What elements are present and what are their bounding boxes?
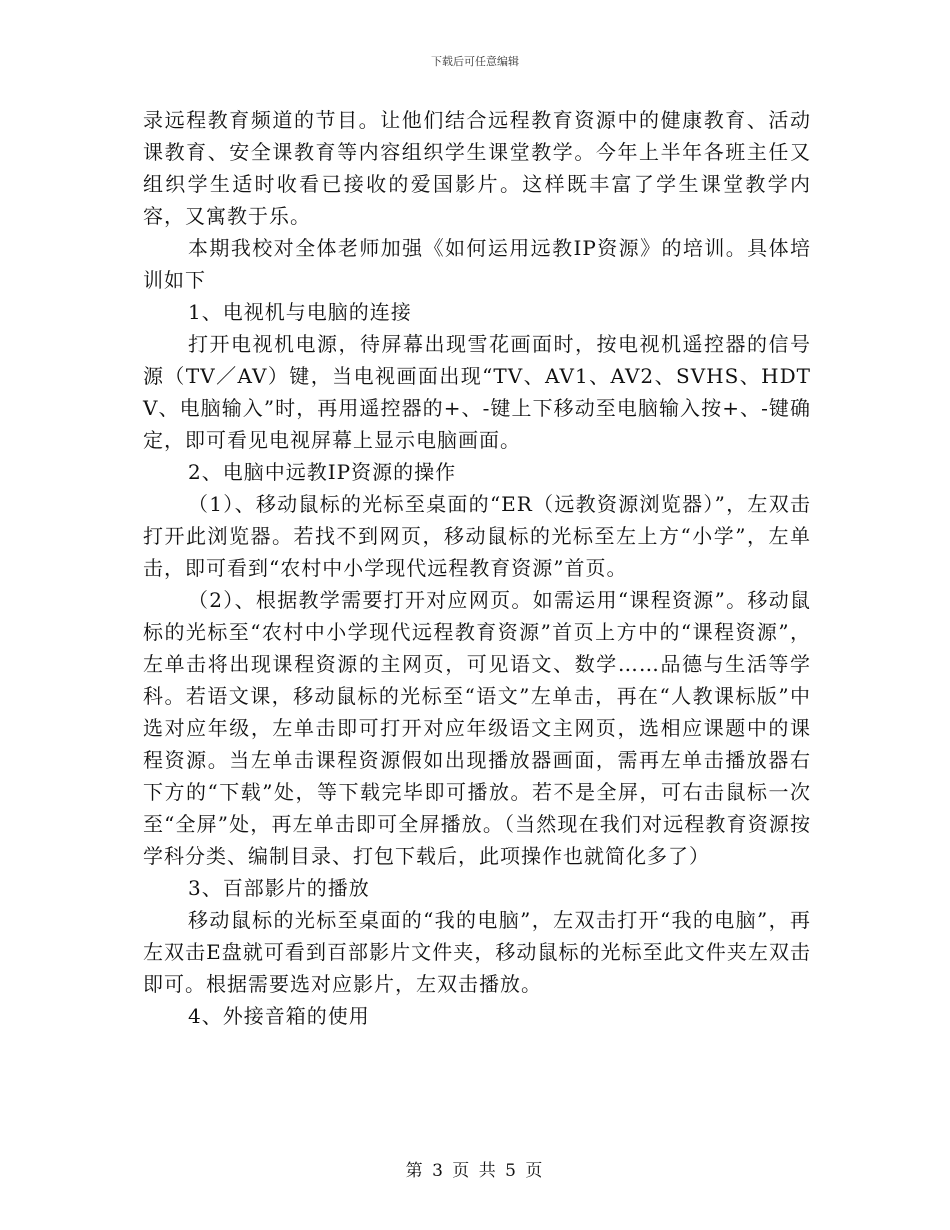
section-heading-speakers: 4、外接音箱的使用 bbox=[188, 1004, 370, 1028]
section-heading-movies: 3、百部影片的播放 bbox=[188, 876, 370, 900]
document-body bbox=[143, 104, 811, 1032]
paragraph-movies: 移动鼠标的光标至桌面的“我的电脑”，左双击打开“我的电脑”，再左双击E盘就可看到百部影片文件夹，移动鼠标的光标至此文件夹左双击即可。根据需要选对应影片，左双击播放。 bbox=[143, 908, 811, 996]
paragraph-continuation: 录远程教育频道的节目。让他们结合远程教育资源中的健康教育、活动课教育、安全课教育等内容组织学生课堂教学。今年上半年各班主任又组织学生适时收看已接收的爱国影片。这样既丰富了学生课堂教学内容，又寓教于乐。 bbox=[143, 108, 811, 228]
section-heading-ip-resource: 2、电脑中远教IP资源的操作 bbox=[188, 460, 457, 484]
paragraph-training-intro: 本期我校对全体老师加强《如何运用远教IP资源》的培训。具体培训如下 bbox=[143, 236, 811, 292]
paragraph-step-2: （2）、根据教学需要打开对应网页。如需运用“课程资源”。移动鼠标的光标至“农村中小学现代远程教育资源”首页上方中的“课程资源”，左单击将出现课程资源的主网页，可见语文、数学……品德与生活等学科。若语文课，移动鼠标的光标至“语文”左单击，再在“人教课标版”中选对应年级，左单击即可打开对应年级语文主网页，选相应课题中的课程资源。当左单击课程资源假如出现播放器画面，需再左单击播放器右下方的“下载”处，等下载完毕即可播放。若不是全屏，可右击鼠标一次至“全屏”处，再左单击即可全屏播放。（当然现在我们对远程教育资源按学科分类、编制目录、打包下载后，此项操作也就简化多了） bbox=[143, 588, 811, 868]
paragraph-step-1: （1）、移动鼠标的光标至桌面的“ER（远教资源浏览器）”，左双击打开此浏览器。若找不到网页，移动鼠标的光标至左上方“小学”，左单击，即可看到“农村中小学现代远程教育资源”首页。 bbox=[143, 492, 811, 580]
paragraph-tv-computer: 打开电视机电源，待屏幕出现雪花画面时，按电视机遥控器的信号源（TV／AV）键，当电视画面出现“TV、AV1、AV2、SVHS、HDTV、电脑输入”时，再用遥控器的+、-键上下移动至电脑输入按+、-键确定，即可看见电视屏幕上显示电脑画面。 bbox=[143, 332, 811, 452]
page-header-note: 下载后可任意编辑 bbox=[431, 55, 519, 68]
section-heading-tv-computer: 1、电视机与电脑的连接 bbox=[188, 300, 412, 324]
page-number-footer: 第 3 页 共 5 页 bbox=[405, 1161, 545, 1181]
